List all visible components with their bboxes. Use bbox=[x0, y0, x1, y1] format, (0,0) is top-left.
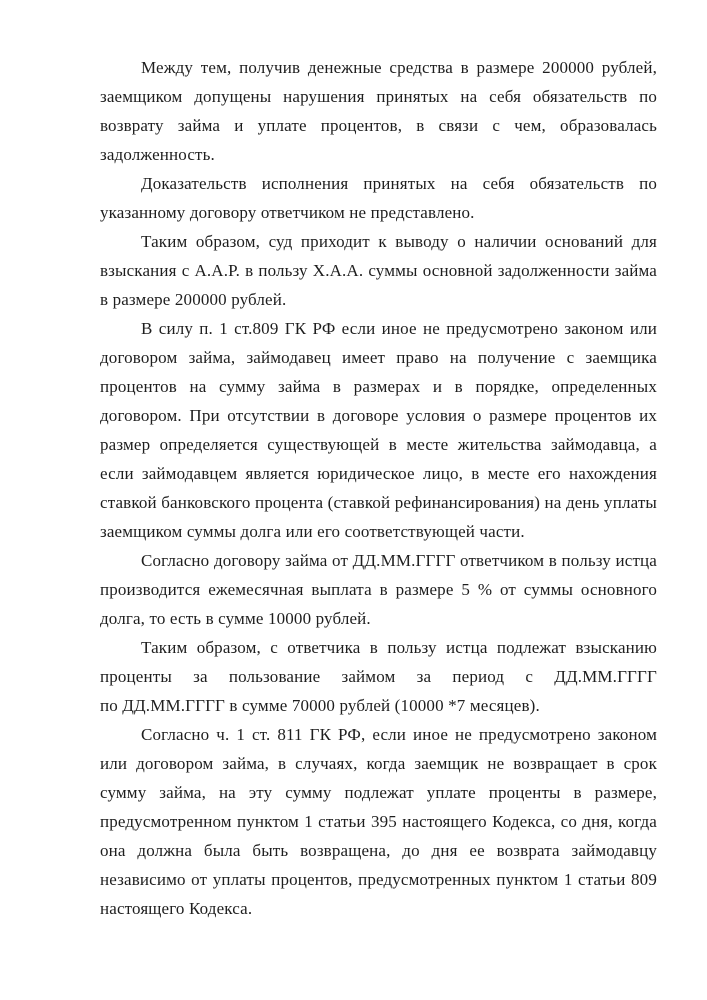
document-text-block bbox=[100, 53, 657, 923]
paragraph-debt-formed: Между тем, получив денежные средства в размере 200000 рублей, заемщиком допущены нарушения принятых на себя обязательств по возврату займа и уплате процентов, в связи с чем, образовалась задолженность. bbox=[100, 58, 657, 164]
paragraph-no-proof: Доказательств исполнения принятых на себя обязательств по указанному договору ответчиком не представлено. bbox=[100, 174, 657, 222]
paragraph-article-811: Согласно ч. 1 ст. 811 ГК РФ, если иное не предусмотрено законом или договором займа, в случаях, когда заемщик не возвращает в срок сумму займа, на эту сумму подлежат уплате проценты в размере, предусмотренном пунктом 1 статьи 395 настоящего Кодекса, со дня, когда она должна была быть возвращена, до дня ее возврата займодавцу независимо от уплаты процентов, предусмотренных пунктом 1 статьи 809 настоящего Кодекса. bbox=[100, 725, 657, 918]
paragraph-monthly-payment: Согласно договору займа от ДД.ММ.ГГГГ ответчиком в пользу истца производится ежемесячная выплата в размере 5 % от суммы основного долга, то есть в сумме 10000 рублей. bbox=[100, 551, 657, 628]
paragraph-article-809: В силу п. 1 ст.809 ГК РФ если иное не предусмотрено законом или договором займа, займодавец имеет право на получение с заемщика процентов на сумму займа в размерах и в порядке, определенных договором. При отсутствии в договоре условия о размере процентов их размер определяется существующей в месте жительства займодавца, а если займодавцем является юридическое лицо, в месте его нахождения ставкой банковского процента (ставкой рефинансирования) на день уплаты заемщиком суммы долга или его соответствующей части. bbox=[100, 319, 657, 541]
paragraph-court-conclusion: Таким образом, суд приходит к выводу о наличии оснований для взыскания с А.А.Р. в пользу Х.А.А. суммы основной задолженности займа в размере 200000 рублей. bbox=[100, 232, 657, 309]
paragraph-interest-total: Таким образом, с ответчика в пользу истца подлежат взысканию проценты за пользование займом за период с ДД.ММ.ГГГГ по ДД.ММ.ГГГГ в сумме 70000 рублей (10000 *7 месяцев). bbox=[100, 638, 657, 715]
